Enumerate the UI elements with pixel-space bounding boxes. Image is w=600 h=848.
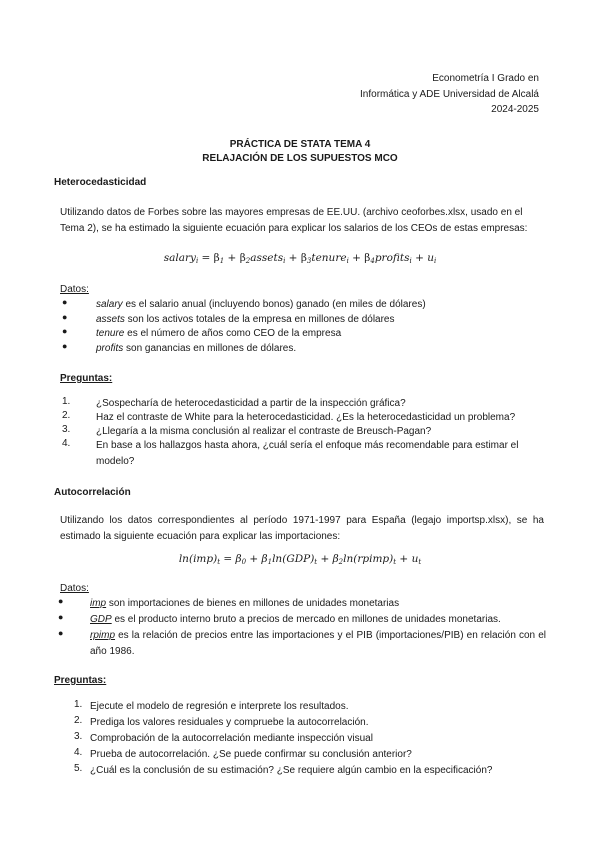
question-number: 3.	[74, 731, 83, 742]
question-text: Haz el contraste de White para la heterocedasticidad. ¿Es la heterocedasticidad un problema?	[96, 412, 516, 423]
header-university: Informática y ADE Universidad de Alcalá	[360, 89, 539, 100]
section-heading-heterocedasticidad: Heterocedasticidad	[54, 177, 147, 188]
datos-term: rpimp	[90, 630, 116, 641]
bullet-icon: ●	[62, 341, 68, 351]
datos-desc: son ganancias en millones de dólares.	[123, 343, 297, 354]
doc-title: PRÁCTICA DE STATA TEMA 4	[229, 139, 371, 150]
datos-desc: es el producto interno bruto a precios de mercado en millones de unidades monetarias.	[111, 614, 501, 625]
bullet-icon: ●	[62, 312, 68, 322]
equation-salary: salary$_i$ = $\beta_1$ + $\beta_2assets_i$ + $\beta_3tenure_i$ + $\beta_4profits_i + u_i$	[163, 252, 437, 265]
equation-rhs: = $\beta_1$ + $\beta_2assets_i$ + $\beta_3tenure_i$ + $\beta_4profits_i + u_i$	[201, 252, 437, 265]
question-number: 2.	[74, 715, 83, 726]
question-text: En base a los hallazgos hasta ahora, ¿cuál sería el enfoque más recomendable para estimar el modelo?	[96, 440, 519, 467]
section1-datos-label: Datos:	[60, 284, 89, 295]
bullet-icon: ●	[58, 596, 64, 606]
section-heading-autocorrelacion: Autocorrelación	[54, 487, 131, 498]
section1-preguntas-label: Preguntas:	[60, 373, 113, 384]
datos-term: tenure	[96, 328, 125, 339]
bullet-icon: ●	[62, 326, 68, 336]
datos-term: GDP	[90, 614, 112, 625]
equation-imports: $\ln(imp)_t = \beta_0 + \beta_1\ln(GDP)_t$ + $\beta_2\ln(rpimp)_t + u_t$	[178, 553, 422, 566]
doc-subtitle: RELAJACIÓN DE LOS SUPUESTOS MCO	[202, 153, 398, 164]
question-text: ¿Sospecharía de heterocedasticidad a partir de la inspección gráfica?	[96, 398, 406, 409]
header-course: Econometría I Grado en	[432, 73, 539, 84]
datos-desc: son los activos totales de la empresa en millones de dólares	[124, 314, 395, 325]
datos-term: salary	[96, 299, 123, 310]
datos-desc: es el número de años como CEO de la empresa	[124, 328, 342, 339]
bullet-icon: ●	[58, 612, 64, 622]
question-text: Prediga los valores residuales y compruebe la autocorrelación.	[90, 717, 369, 728]
datos-term: imp	[90, 598, 107, 609]
question-number: 2.	[62, 410, 71, 421]
question-text: Comprobación de la autocorrelación mediante inspección visual	[90, 733, 373, 744]
equation-lhs: salary	[163, 252, 196, 264]
question-number: 5.	[74, 763, 83, 774]
question-text: ¿Cuál es la conclusión de su estimación? ¿Se requiere algún cambio en la especificación?	[90, 765, 493, 776]
section2-preguntas-label: Preguntas:	[54, 675, 107, 686]
question-number: 1.	[62, 396, 71, 407]
datos-term: assets	[96, 314, 125, 325]
question-number: 4.	[62, 438, 71, 449]
section2-datos-label: Datos:	[60, 583, 89, 594]
question-number: 4.	[74, 747, 83, 758]
datos-term: profits	[96, 343, 124, 354]
question-number: 3.	[62, 424, 71, 435]
section2-intro: Utilizando los datos correspondientes al período 1971-1997 para España (legajo importsp.xlsx), se ha estimado la siguiente ecuación para explicar las importaciones:	[60, 515, 544, 542]
section1-intro: Utilizando datos de Forbes sobre las mayores empresas de EE.UU. (archivo ceoforbes.xlsx, usado en el Tema 2), se ha estimado la siguiente ecuación para explicar los salarios de los CEOs de estas empresas:	[60, 207, 528, 234]
datos-desc: es la relación de precios entre las importaciones y el PIB (importaciones/PIB) en relación con el año 1986.	[90, 630, 546, 657]
bullet-icon: ●	[62, 297, 68, 307]
question-text: Ejecute el modelo de regresión e interprete los resultados.	[90, 701, 349, 712]
bullet-icon: ●	[58, 628, 64, 638]
question-number: 1.	[74, 699, 83, 710]
datos-desc: es el salario anual (incluyendo bonos) ganado (en miles de dólares)	[122, 299, 426, 310]
question-text: Prueba de autocorrelación. ¿Se puede confirmar su conclusión anterior?	[90, 749, 412, 760]
datos-desc: son importaciones de bienes en millones de unidades monetarias	[106, 598, 400, 609]
header-year: 2024-2025	[491, 104, 539, 115]
question-text: ¿Llegaría a la misma conclusión al realizar el contraste de Breusch-Pagan?	[96, 426, 432, 437]
